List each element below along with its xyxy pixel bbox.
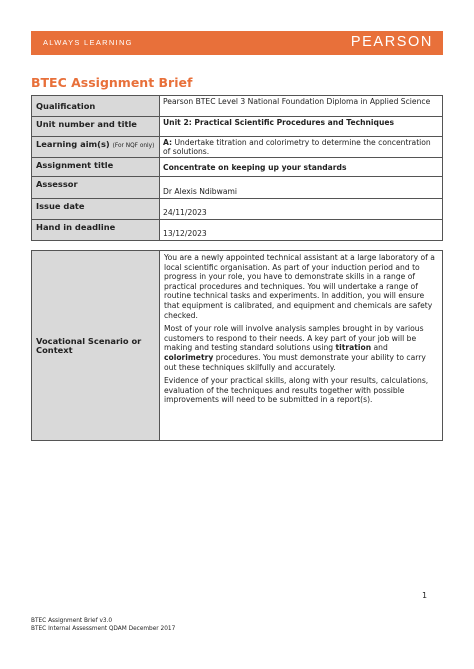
titration-term: titration: [335, 343, 372, 353]
scenario-p2-text-c: and: [371, 343, 388, 353]
brief-table: [31, 95, 443, 241]
assignment-title-label: Assignment title: [32, 158, 160, 177]
issue-date-label: Issue date: [32, 199, 160, 220]
footer-line-1: BTEC Assignment Brief v3.0: [31, 618, 113, 624]
table-row: [32, 220, 443, 241]
aim-value: Undertake titration and colorimetry to determine the concentration of solutions.: [163, 138, 431, 156]
scenario-p2-text-e: procedures. You must demonstrate your ability to carry out these techniques skilfully and accurately.: [164, 352, 426, 372]
table-row: [32, 177, 443, 199]
hand-in-label: Hand in deadline: [32, 220, 160, 241]
qualification-value: Pearson BTEC Level 3 National Foundation Diploma in Applied Science: [160, 96, 443, 117]
table-row: [32, 137, 443, 158]
scenario-paragraph-1: You are a newly appointed technical assistant at a large laboratory of a local scientific organisation. As part of your induction period and to progress in your role, you have to demonstrate skills in a range of practical procedures and techniques. You will undertake a range of routine technical tasks and experiments. In addition, you will ensure that equipment is calibrated, and equipment and chemicals are safety checked.: [164, 253, 435, 320]
scenario-text: [160, 251, 443, 441]
aim-value-cell: [160, 137, 443, 158]
scenario-label: Vocational Scenario or Context: [32, 251, 160, 441]
aim-prefix: A:: [163, 138, 173, 147]
table-row: [32, 251, 443, 441]
scenario-paragraph-3: Evidence of your practical skills, along with your results, calculations, evaluation of the techniques and results together with possible improvements will need to be submitted in a report(s).: [164, 376, 429, 405]
footer-line-2: BTEC Internal Assessment QDAM December 2017: [31, 626, 176, 632]
aim-label-cell: [32, 137, 160, 158]
pearson-logo: PEARSON: [350, 34, 433, 50]
header-banner: [31, 31, 443, 55]
table-row: [32, 96, 443, 117]
tagline: ALWAYS LEARNING: [43, 38, 133, 47]
scenario-paragraph-2: [164, 324, 438, 372]
assessor-label: Assessor: [32, 177, 160, 199]
table-row: [32, 199, 443, 220]
scenario-table: [31, 250, 443, 441]
colorimetry-term: colorimetry: [164, 352, 214, 362]
table-row: [32, 117, 443, 137]
unit-value: Unit 2: Practical Scientific Procedures and Techniques: [160, 117, 443, 137]
unit-label: Unit number and title: [32, 117, 160, 137]
scenario-p2-text-a: Most of your role will involve analysis samples brought in by various customers to respond to their needs. A key part of your job will be making and testing standard solutions using: [164, 324, 424, 353]
hand-in-value: 13/12/2023: [160, 220, 443, 241]
qualification-label: Qualification: [32, 96, 160, 117]
aim-label-note: (For NQF only): [112, 143, 155, 149]
table-row: [32, 158, 443, 177]
aim-label: Learning aim(s): [36, 139, 110, 149]
page-number: 1: [422, 591, 428, 600]
assignment-title-value: Concentrate on keeping up your standards: [160, 158, 443, 177]
assessor-value: Dr Alexis Ndibwami: [160, 177, 443, 199]
issue-date-value: 24/11/2023: [160, 199, 443, 220]
page-title: BTEC Assignment Brief: [31, 75, 193, 90]
footer: [31, 617, 175, 633]
